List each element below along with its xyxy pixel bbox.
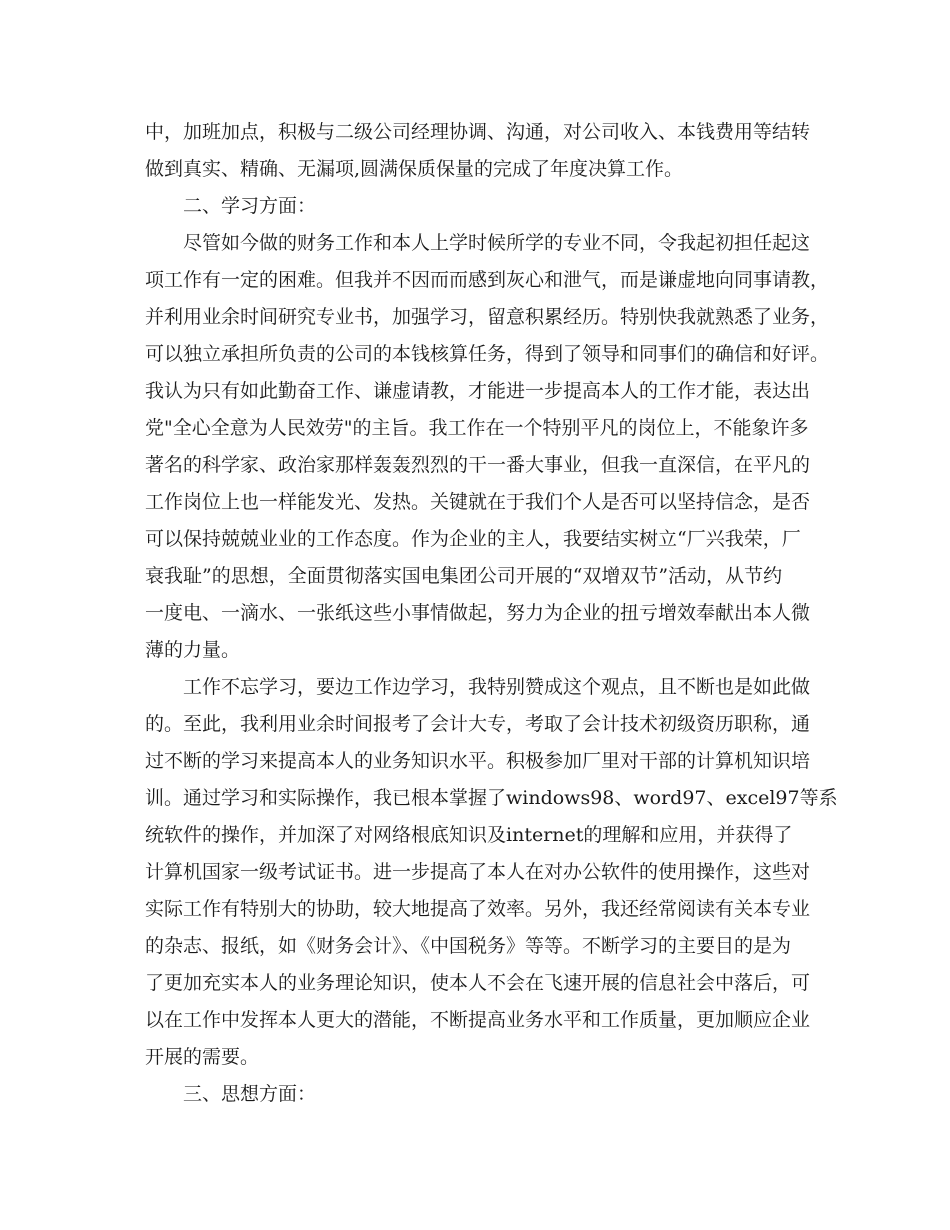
text-line: 一度电、一滴水、一张纸这些小事情做起，努力为企业的扭亏增效奉献出本人微 bbox=[145, 602, 811, 624]
text-line: 尽管如今做的财务工作和本人上学时候所学的专业不同，令我起初担任起这 bbox=[183, 232, 811, 254]
text-line: 实际工作有特别大的协助，较大地提高了效率。另外，我还经常阅读有关本专业 bbox=[145, 898, 811, 920]
text-line: 可以保持兢兢业业的工作态度。作为企业的主人，我要结实树立“厂兴我荣，厂 bbox=[145, 528, 801, 550]
text-line: 统软件的操作，并加深了对网络根底知识及internet的理解和应用，并获得了 bbox=[145, 824, 793, 846]
text-line: 党"全心全意为人民效劳"的主旨。我工作在一个特别平凡的岗位上，不能象许多 bbox=[145, 417, 809, 439]
text-line: 训。通过学习和实际操作，我已根本掌握了windows98、word97、excel97等系 bbox=[145, 787, 838, 809]
text-line: 的。至此，我利用业余时间报考了会计大专，考取了会计技术初级资历职称，通 bbox=[145, 713, 811, 735]
text-line: 过不断的学习来提高本人的业务知识水平。积极参加厂里对干部的计算机知识培 bbox=[145, 750, 811, 772]
text-line: 工作岗位上也一样能发光、发热。关键就在于我们个人是否可以坚持信念，是否 bbox=[145, 491, 811, 513]
text-line: 工作不忘学习，要边工作边学习，我特别赞成这个观点，且不断也是如此做 bbox=[183, 676, 811, 698]
section-heading-thought: 三、思想方面： bbox=[183, 1083, 317, 1105]
text-line: 衰我耻”的思想，全面贯彻落实国电集团公司开展的“双增双节”活动，从节约 bbox=[145, 565, 783, 587]
text-line: 做到真实、精确、无漏项,圆满保质保量的完成了年度决算工作。 bbox=[145, 158, 684, 180]
text-line: 以在工作中发挥本人更大的潜能，不断提高业务水平和工作质量，更加顺应企业 bbox=[145, 1009, 811, 1031]
text-line: 开展的需要。 bbox=[145, 1046, 260, 1068]
text-line: 薄的力量。 bbox=[145, 639, 241, 661]
text-line: 可以独立承担所负责的公司的本钱核算任务，得到了领导和同事们的确信和好评。 bbox=[145, 343, 830, 365]
text-line: 中，加班加点，积极与二级公司经理协调、沟通，对公司收入、本钱费用等结转 bbox=[145, 121, 811, 143]
text-line: 了更加充实本人的业务理论知识，使本人不会在飞速开展的信息社会中落后，可 bbox=[145, 972, 811, 994]
text-line: 项工作有一定的困难。但我并不因而而感到灰心和泄气，而是谦虚地向同事请教， bbox=[145, 269, 830, 291]
text-line: 并利用业余时间研究专业书，加强学习，留意积累经历。特别快我就熟悉了业务， bbox=[145, 306, 830, 328]
text-line: 计算机国家一级考试证书。进一步提高了本人在对办公软件的使用操作，这些对 bbox=[145, 861, 811, 883]
text-line: 著名的科学家、政治家那样轰轰烈烈的干一番大事业，但我一直深信，在平凡的 bbox=[145, 454, 811, 476]
text-line: 的杂志、报纸，如《财务会计》、《中国税务》等等。不断学习的主要目的是为 bbox=[145, 935, 792, 957]
section-heading-study: 二、学习方面： bbox=[183, 195, 317, 217]
text-line: 我认为只有如此勤奋工作、谦虚请教，才能进一步提高本人的工作才能，表达出 bbox=[145, 380, 811, 402]
